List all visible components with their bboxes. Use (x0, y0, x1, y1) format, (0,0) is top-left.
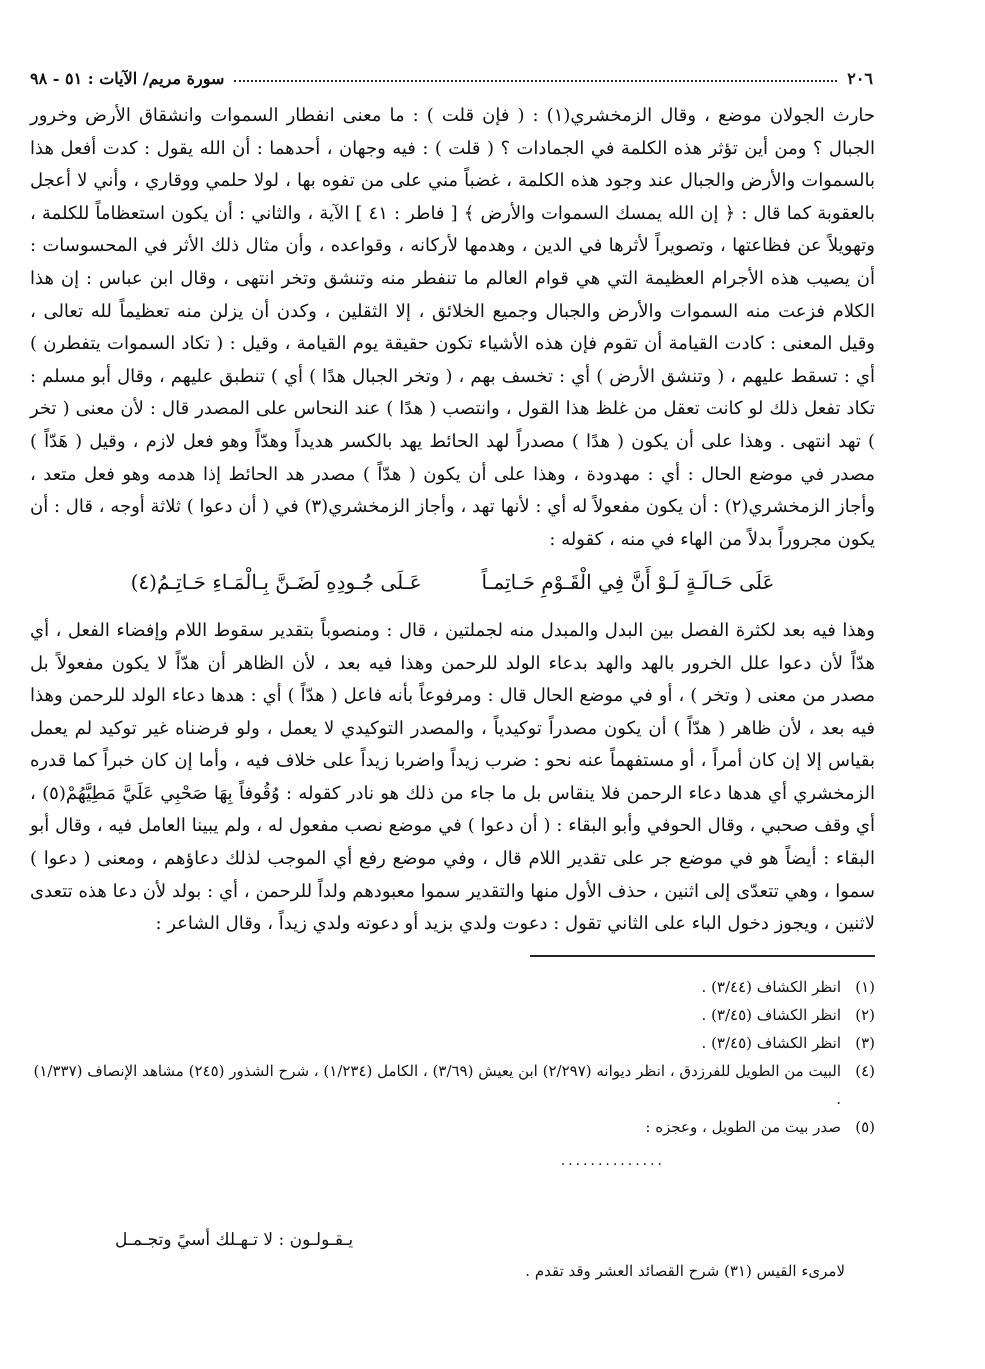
footnote-number: (٤) (855, 1061, 875, 1080)
paragraph-1: حارث الجولان موضع ، وقال الزمخشري(١) : ( فإن قلت ) : ما معنى انفطار السموات وانشقاق الأرض وخرور الجبال ؟ ومن أين تؤثر هذه الكلمة في الجمادات ؟ ( قلت ) : فيه وجهان ، أحدهما : أن الله يقول : كدت أفعل هذا بالسموات والأرض والجبال عند وجود هذه الكلمة ، غضباً مني على من تفوه بها ، لولا حلمي ووقاري ، وأني لا أعجل بالعقوبة كما قال : ﴿ إن الله يمسك السموات والأرض ﴾ [ فاطر : ٤١ ] الآية ، والثاني : أن يكون استعظاماً للكلمة ، وتهويلاً عن فظاعتها ، وتصويراً لأثرها في الدين ، وهدمها لأركانه ، وقواعده ، وأن مثال ذلك الأثر في المحسوسات : أن يصيب هذه الأجرام العظيمة التي هي قوام العالم ما تنفطر منه وتنشق وتخر انتهى ، وقال ابن عباس : إن هذا الكلام فزعت منه السموات والأرض والجبال وجميع الخلائق ، إلا الثقلين ، وكدن أن يزلن منه تعظيماً لله تعالى ، وقيل المعنى : كادت القيامة أن تقوم فإن هذه الأشياء تكون حقيقة يوم القيامة ، وقيل : ( تكاد السموات يتفطرن ) أي : تسقط عليهم ، ( وتنشق الأرض ) أي : تخسف بهم ، ( وتخر الجبال هدًا ) أي ) تنطبق عليهم ، وقال أبو مسلم : تكاد تفعل ذلك لو كانت تعقل من غلظ هذا القول ، وانتصب ( هدًا ) عند النحاس على المصدر قال : لأن معنى ( تخر ) تهد انتهى . وهذا على أن يكون ( هدًا ) مصدراً لهد الحائط يهد بالكسر هديداً وهدّاً وهو فعل لازم ، وقيل ( هَدّاً ) مصدر في موضع الحال : أي : مهدودة ، وهذا على أن يكون ( هدّاً ) مصدر هد الحائط إذا هدمه وهو فعل متعد ، وأجاز الزمخشري(٢) : أن يكون مفعولاً له أي : لأنها تهد ، وأجاز الزمخشري(٣) في ( أن دعوا ) ثلاثة أوجه ، قال : أن يكون مجروراً بدلاً من الهاء في منه ، كقوله : (30, 105, 876, 550)
footnote-2 (30, 1001, 875, 1029)
footnote-4 (30, 1057, 875, 1113)
footnote-5 (30, 1113, 875, 1141)
footnote-text: انظر الكشاف (٣/٤٥) . (701, 1033, 841, 1052)
footnote-ellipsis: .............. (560, 1152, 665, 1169)
surah-title: سورة مريم/ الآيات : ٥١ - ٩٨ (30, 69, 225, 88)
footnote-number: (٣) (855, 1033, 875, 1052)
footnote-verse-hemistich: يـقـولـون : لا تـهـلك أسيً وتجـمـل (115, 1230, 354, 1250)
footnote-number: (١) (855, 977, 875, 996)
footnotes (30, 973, 875, 1175)
book-page (30, 60, 875, 1350)
running-header (30, 60, 875, 88)
paragraph-2: وهذا فيه بعد لكثرة الفصل بين البدل والمبدل منه لجملتين ، قال : ومنصوباً بتقدير سقوط اللام وإفضاء الفعل ، أي هدّاً لأن دعوا علل الخرور بالهد والهد بدعاء الولد للرحمن وهذا فيه بعد ، لأن الظاهر أن هدّاً لا يكون مفعولاً بل مصدر من معنى ( وتخر ) ، أو في موضع الحال قال : ومرفوعاً بأنه فاعل ( هدّاً ) أي : هدها دعاء الولد للرحمن وهذا فيه بعد ، لأن ظاهر ( هدّاً ) أن يكون مصدراً توكيدياً ، والمصدر التوكيدي لا يعمل ، ولو فرضناه غير توكيد لم يعمل بقياس إلا إن كان أمراً ، أو مستفهماً عنه نحو : ضرب زيداً واضربا زيداً على خلاف فيه ، وأما إن كان خبراً كما قدره الزمخشري أي هدها دعاء الرحمن فلا ينقاس بل ما جاء من ذلك هو نادر كقوله : وُقُوفاً بِهَا صَحْبِي عَلَيَّ مَطِيَّهُمْ(٥) ، أي وقف صحبي ، وقال الحوفي وأبو البقاء : ( أن دعوا ) في موضع نصب مفعول له ، ولم يبينا العامل فيه ، وقال أبو البقاء : أيضاً هو في موضع جر على تقدير اللام قال ، وفي موضع رفع أي الموجب لذلك دعاؤهم ، ومعنى ( دعوا ) سموا ، وهي تتعدّى إلى اثنين ، حذف الأول منها والتقدير سموا معبودهم ولداً للرحمن ، أي : بولد لأن دعا هذه تتعدى لاثنين ، ويجوز دخول الباء على الثاني تقول : دعوت ولدي بزيد أو دعوته ولدي زيداً ، وقال الشاعر : (30, 619, 875, 935)
page-number: ٢٠٦ (847, 69, 873, 88)
footnote-text: انظر الكشاف (٣/٤٤) . (701, 977, 841, 996)
footnote-text: صدر بيت من الطويل ، وعجزه : (645, 1117, 841, 1136)
footnote-separator (530, 955, 875, 957)
verse-second-hemistich: عَـلَى جُـودِهِ لَضَـنَّ بِـالْمَـاءِ حَـاتِـمُ(٤) (130, 570, 422, 595)
footnote-number: (٢) (855, 1005, 875, 1024)
footnote-1 (30, 973, 875, 1001)
main-text (30, 100, 875, 941)
footnote-text: البيت من الطويل للفرزدق ، انظر ديوانه (٢/٢٩٧) ابن يعيش (٣/٦٩) ، الكامل (١/٢٣٤) ، شرح الشذور (٢٤٥) مشاهد الإنصاف (١/٣٣٧) . (33, 1061, 841, 1108)
poetry-verse (30, 566, 875, 599)
verse-first-hemistich: عَلَى حَـالَـةٍ لَـوْ أَنَّ فِي الْقَـوْمِ حَـاتِمـاً (481, 570, 775, 595)
footnote-text: انظر الكشاف (٣/٤٥) . (701, 1005, 841, 1024)
footnote-number: (٥) (855, 1117, 875, 1136)
header-dotted-leader (234, 79, 837, 82)
footnote-attribution: لامرىء القيس (٣١) شرح القصائد العشر وقد تقدم . (525, 1262, 845, 1280)
footnote-3 (30, 1029, 875, 1057)
